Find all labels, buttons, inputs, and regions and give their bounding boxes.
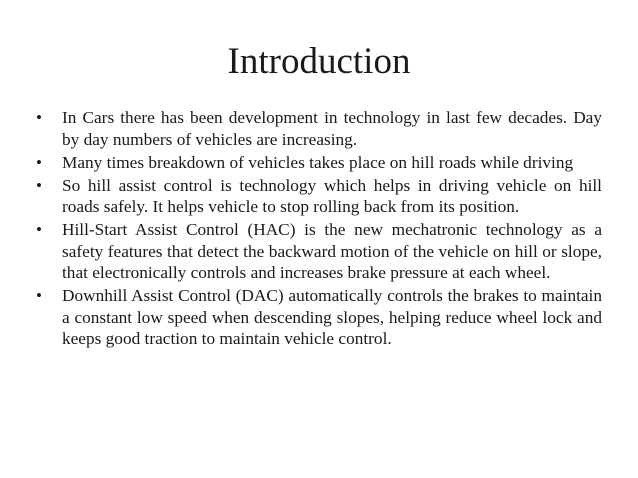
bullet-item <box>36 219 602 284</box>
bullet-marker: • <box>36 175 42 195</box>
bullet-text: Hill-Start Assist Control (HAC) is the new mechatronic technology as a safety features that detect the backward motion of the vehicle on hill or slope, that electronically controls and increases brake pressure at each wheel. <box>62 220 602 282</box>
bullet-item <box>36 107 602 150</box>
bullet-text: So hill assist control is technology which helps in driving vehicle on hill roads safely. It helps vehicle to stop rolling back from its position. <box>62 175 602 216</box>
bullet-text: In Cars there has been development in technology in last few decades. Day by day numbers of vehicles are increasing. <box>62 108 602 149</box>
bullet-item <box>36 152 602 174</box>
bullet-text: Downhill Assist Control (DAC) automatically controls the brakes to maintain a constant low speed when descending slopes, helping reduce wheel lock and keeps good traction to maintain vehicle control. <box>62 286 602 348</box>
bullet-text: Many times breakdown of vehicles takes place on hill roads while driving <box>62 152 574 172</box>
bullet-list <box>36 107 602 351</box>
bullet-marker: • <box>36 286 42 305</box>
bullet-marker: • <box>36 108 42 127</box>
slide-title: Introduction <box>227 41 411 82</box>
bullet-item <box>36 175 602 218</box>
bullet-marker: • <box>36 220 42 239</box>
bullet-marker: • <box>36 152 42 172</box>
bullet-item <box>36 285 602 350</box>
